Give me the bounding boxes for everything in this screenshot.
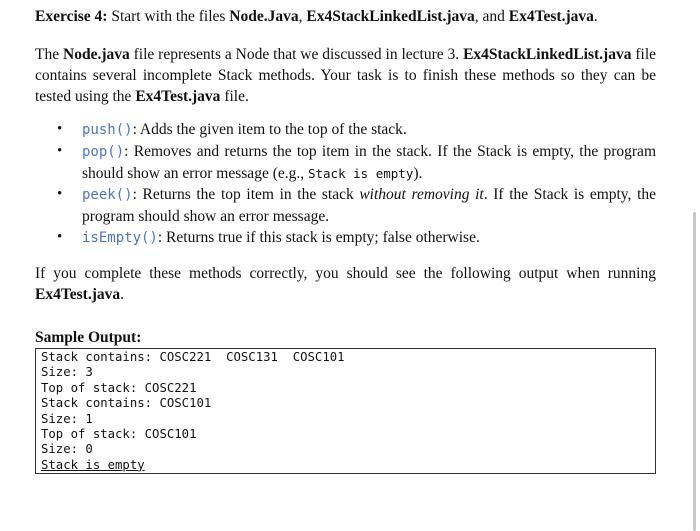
output-line: Stack contains: COSC101 [41,396,212,411]
method-name: isEmpty() [82,230,158,246]
run-period: . [120,286,124,303]
intro-text: file. [220,88,249,105]
file-name-node: Node.Java [229,8,299,25]
file-name-stack: Ex4StackLinkedList.java [306,8,475,25]
intro-text: file contains several incomplete Stack methods. Your task is to finish these methods so they can be tested using the [35,46,656,105]
heading-separator: , and [474,8,509,25]
intro-text: The [35,46,63,63]
output-line: Top of stack: COSC221 [41,380,197,395]
intro-stack-file: Ex4StackLinkedList.java [463,46,632,63]
output-line: Top of stack: COSC101 [41,427,197,442]
list-item-isempty [35,227,656,249]
method-description: : Adds the given item to the top of the stack. [132,121,407,138]
sample-output-box [35,348,656,474]
method-name: pop() [82,144,125,160]
methods-list [35,119,656,249]
run-test-file: Ex4Test.java [35,286,121,303]
method-name: peek() [82,187,133,203]
output-line: Stack is empty [41,457,145,472]
output-line: Size: 0 [41,442,93,457]
list-item-pop [35,141,656,184]
heading-separator: , [298,8,307,25]
bullet-icon: • [57,229,63,245]
method-description-end: . If the Stack is empty, the program should show an error message. [82,186,657,225]
intro-text: file represents a Node that we discussed in lecture 3. [129,46,464,63]
run-text: If you complete these methods correctly, you should see the following output when running [35,265,656,282]
exercise-heading [35,6,656,27]
output-line: Size: 3 [41,365,93,380]
run-paragraph [35,263,656,305]
output-line: Stack contains: COSC221 COSC131 COSC101 [41,350,345,364]
emphasis-text: without removing it [359,186,484,203]
heading-text: Start with the files [107,8,230,25]
inline-code: Stack is empty [307,166,414,181]
method-description: : Returns true if this stack is empty; false otherwise. [157,229,480,246]
document-page [35,6,656,474]
intro-test-file: Ex4Test.java [135,88,221,105]
method-description-end: ). [413,165,423,182]
output-line: Size: 1 [41,411,93,426]
method-description: : Removes and returns the top item in the stack. If the Stack is empty, the program should show an error message (e.g., [82,143,656,182]
list-item-peek [35,184,656,227]
file-name-test: Ex4Test.java [508,8,594,25]
exercise-label: Exercise 4: [35,8,108,25]
bullet-icon: • [57,186,63,202]
vertical-scrollbar[interactable] [693,212,696,531]
method-name: push() [82,122,133,138]
bullet-icon: • [57,121,63,137]
sample-output-title: Sample Output: [35,329,142,346]
intro-paragraph [35,44,656,107]
heading-period: . [593,8,598,25]
intro-node-file: Node.java [63,46,130,63]
list-item-push [35,119,656,141]
method-description: : Returns the top item in the stack [132,186,360,203]
bullet-icon: • [57,143,63,159]
